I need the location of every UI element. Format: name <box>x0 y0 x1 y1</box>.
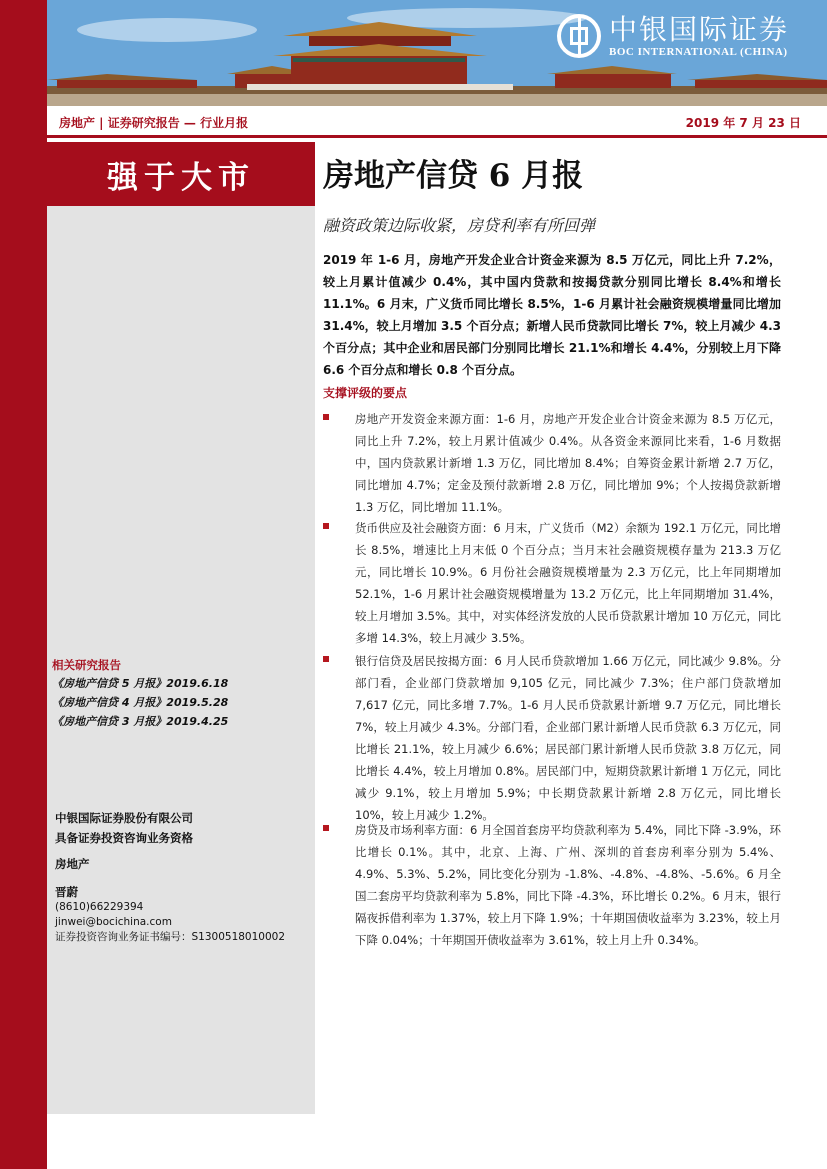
rating-box <box>47 142 315 206</box>
key-point-funding <box>323 408 781 518</box>
key-point-text: 货币供应及社会融资方面：6 月末，广义货币（M2）余额为 192.1 万亿元，同比增长 8.5%，增速比上月末低 0 个百分点；当月末社会融资规模存量为 213.3 万亿元，同比增长 10.9%。6 月份社会融资规模增量为 2.3 万亿元，比上年同期增加 52.1%，1-6 月累计社会融资规模增量为 13.2 万亿元，比上年同期增加 31.4%，较上月增加 3.5%。其中，对实体经济发放的人民币贷款累计增加 10 万亿元，同比多增 14.3%，较上月减少 3.5%。 <box>355 521 781 645</box>
rating-label: 强于大市 <box>107 159 255 196</box>
related-report-item[interactable]: 《房地产信贷 4 月报》2019.5.28 <box>52 696 229 709</box>
report-category: 房地产 | 证券研究报告 — 行业月报 <box>59 116 249 130</box>
key-point-bank-credit <box>323 650 781 826</box>
key-point-interest-rates <box>323 819 781 951</box>
analyst-info <box>55 885 285 945</box>
report-info-bar <box>47 106 827 138</box>
analyst-name: 晋蔚 <box>55 885 78 899</box>
analyst-phone: (8610)66229394 <box>55 901 144 913</box>
related-reports <box>52 656 310 731</box>
boc-logo-icon <box>557 14 601 58</box>
related-report-item[interactable]: 《房地产信贷 5 月报》2019.6.18 <box>52 677 229 690</box>
company-name: 中银国际证券股份有限公司 <box>55 811 193 825</box>
summary-paragraph: 2019 年 1-6 月，房地产开发企业合计资金来源为 8.5 万亿元，同比上升 7.2%，较上月累计值减少 0.4%，其中国内贷款和按揭贷款分别同比增长 8.4%和增长 11.1%。6 月末，广义货币同比增长 8.5%，1-6 月累计社会融资规模增量同比增加 31.4%，较上月增加 3.5 个百分点；新增人民币贷款同比增长 7%，较上月减少 4.3 个百分点；其中企业和居民部门分别同比增长 21.1%和增长 4.4%，分别较上月下降 6.6 个百分点和增长 0.8 个百分点。 <box>323 253 781 377</box>
key-point-text: 银行信贷及居民按揭方面：6 月人民币贷款增加 1.66 万亿元，同比减少 9.8%。分部门看，企业部门贷款增加 9,105 亿元，同比减少 7.3%；住户部门贷款增加 7,617 亿元，同比多增 7.7%。1-6 月人民币贷款累计新增 9.7 万亿元，同比增长 7%，较上月减少 4.3%。分部门看，企业部门累计新增人民币贷款 6.3 万亿元，同比增长 21.1%，较上月减少 6.6%；居民部门累计新增人民币贷款 3.8 万亿元，同比增长 4.4%，较上月增加 0.8%。居民部门中，短期贷款累计新增 1 万亿元，同比减少 9.1%，较上月增加 5.9%；中长期贷款累计新增 2.8 万亿元，同比增长 10%，较上月减少 1.2%。 <box>355 654 781 822</box>
left-accent-bar <box>0 0 47 1169</box>
analyst-license: 证券投资咨询业务证书编号：S1300518010002 <box>55 931 286 943</box>
header-banner <box>47 0 827 106</box>
company-info <box>55 808 193 848</box>
report-date: 2019 年 7 月 23 日 <box>685 116 801 130</box>
square-bullet-icon <box>323 825 329 831</box>
key-point-text: 房地产开发资金来源方面：1-6 月，房地产开发企业合计资金来源为 8.5 万亿元，同比上升 7.2%，较上月累计值减少 0.4%。从各资金来源同比来看，1-6 月数据中，国内贷款累计新增 1.3 万亿，同比增加 8.4%；自筹资金累计新增 2.7 万亿，同比增加 4.7%；定金及预付款新增 2.8 万亿，同比增加 9%；个人按揭贷款新增 1.3 万亿，同比增加 11.1%。 <box>355 412 781 514</box>
company-qualification: 具备证券投资咨询业务资格 <box>55 831 193 845</box>
page-subtitle: 融资政策边际收紧，房贷利率有所回弹 <box>323 216 596 235</box>
key-point-text: 房贷及市场利率方面：6 月全国首套房平均贷款利率为 5.4%，同比下降 -3.9%，环比增长 0.1%。其中，北京、上海、广州、深圳的首套房利率分别为 5.4%、4.9%、5.3%、5.2%，同比变化分别为 -1.8%、-4.8%、-4.8%、-5.6%。6 月全国二套房平均贷款利率为 5.8%，同比下降 -4.3%，环比增长 0.2%。6 月末，银行隔夜拆借利率为 1.37%，较上月下降 1.9%；十年期国债收益率为 3.23%，较上月下降 0.04%；十年期国开债收益率为 3.61%，较上月上升 0.34%。 <box>355 823 781 947</box>
key-point-money-supply <box>323 517 781 649</box>
logo-chinese-name: 中银国际证券 <box>608 13 789 46</box>
square-bullet-icon <box>323 656 329 662</box>
logo-english-name: BOC INTERNATIONAL (CHINA) <box>608 46 788 58</box>
related-reports-heading: 相关研究报告 <box>52 658 121 672</box>
key-points-heading: 支撑评级的要点 <box>323 386 408 400</box>
company-logo <box>557 14 789 58</box>
square-bullet-icon <box>323 523 329 529</box>
page-title: 房地产信贷 6 月报 <box>323 158 584 194</box>
sector-label: 房地产 <box>55 857 90 871</box>
analyst-email[interactable]: jinwei@bocichina.com <box>55 916 172 928</box>
related-report-item[interactable]: 《房地产信贷 3 月报》2019.4.25 <box>52 715 229 728</box>
square-bullet-icon <box>323 414 329 420</box>
